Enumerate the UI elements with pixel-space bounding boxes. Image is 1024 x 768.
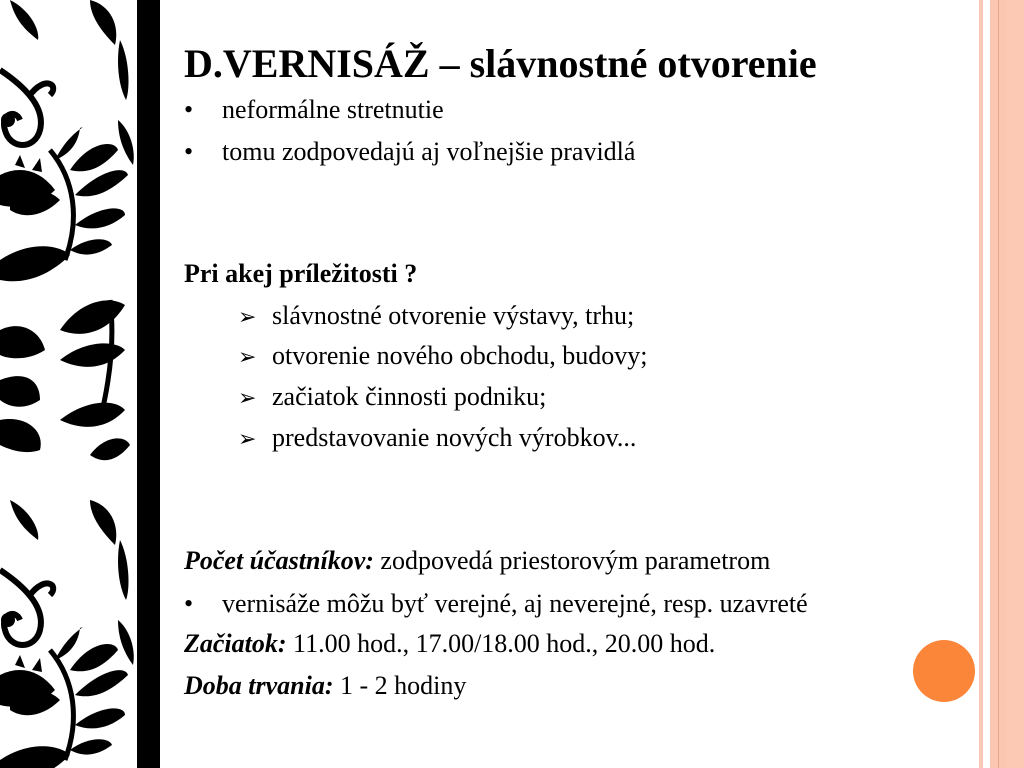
- participants-line: [184, 545, 770, 577]
- arrow-bullet-icon: ➢: [238, 426, 257, 451]
- occasion-item-text: predstavovanie nových výrobkov...: [272, 423, 637, 452]
- occasion-item: [238, 340, 648, 373]
- participants-bullet-text: vernisáže môžu byť verejné, aj neverejné, resp. uzavreté: [222, 589, 808, 618]
- start-label: Začiatok:: [184, 629, 287, 658]
- floral-pattern-icon: [0, 0, 137, 768]
- bullet-icon: •: [184, 589, 194, 618]
- orange-circle-decoration: [913, 640, 975, 702]
- duration-line: [184, 670, 466, 702]
- floral-ornament-border: [0, 0, 137, 768]
- bullet-icon: •: [184, 137, 194, 166]
- intro-bullet: [184, 136, 635, 168]
- duration-value: 1 - 2 hodiny: [333, 671, 467, 700]
- duration-label: Doba trvania:: [184, 671, 334, 700]
- intro-bullet-text: neformálne stretnutie: [222, 95, 444, 124]
- participants-value: zodpovedá priestorovým parametrom: [373, 546, 771, 575]
- occasion-heading: Pri akej príležitosti ?: [184, 259, 418, 288]
- right-decor-stripe: [998, 0, 999, 768]
- arrow-bullet-icon: ➢: [238, 385, 257, 410]
- slide-title: D.VERNISÁŽ – slávnostné otvorenie: [184, 41, 817, 86]
- arrow-bullet-icon: ➢: [238, 344, 257, 369]
- intro-bullet: [184, 94, 444, 126]
- black-vertical-bar: [137, 0, 160, 768]
- occasion-item: [238, 300, 634, 333]
- occasion-item-text: začiatok činnosti podniku;: [272, 382, 547, 411]
- occasion-item: [238, 381, 546, 414]
- bullet-icon: •: [184, 95, 194, 124]
- participants-bullet: [184, 588, 808, 620]
- occasion-item-text: slávnostné otvorenie výstavy, trhu;: [272, 301, 635, 330]
- right-decor-stripe: [983, 0, 990, 768]
- start-line: [184, 628, 715, 660]
- occasion-item: [238, 422, 636, 455]
- participants-label: Počet účastníkov:: [184, 546, 374, 575]
- occasion-item-text: otvorenie nového obchodu, budovy;: [272, 341, 648, 370]
- arrow-bullet-icon: ➢: [238, 304, 257, 329]
- right-decor-stripe: [1007, 0, 1024, 768]
- start-value: 11.00 hod., 17.00/18.00 hod., 20.00 hod.: [286, 629, 716, 658]
- intro-bullet-text: tomu zodpovedajú aj voľnejšie pravidlá: [222, 137, 636, 166]
